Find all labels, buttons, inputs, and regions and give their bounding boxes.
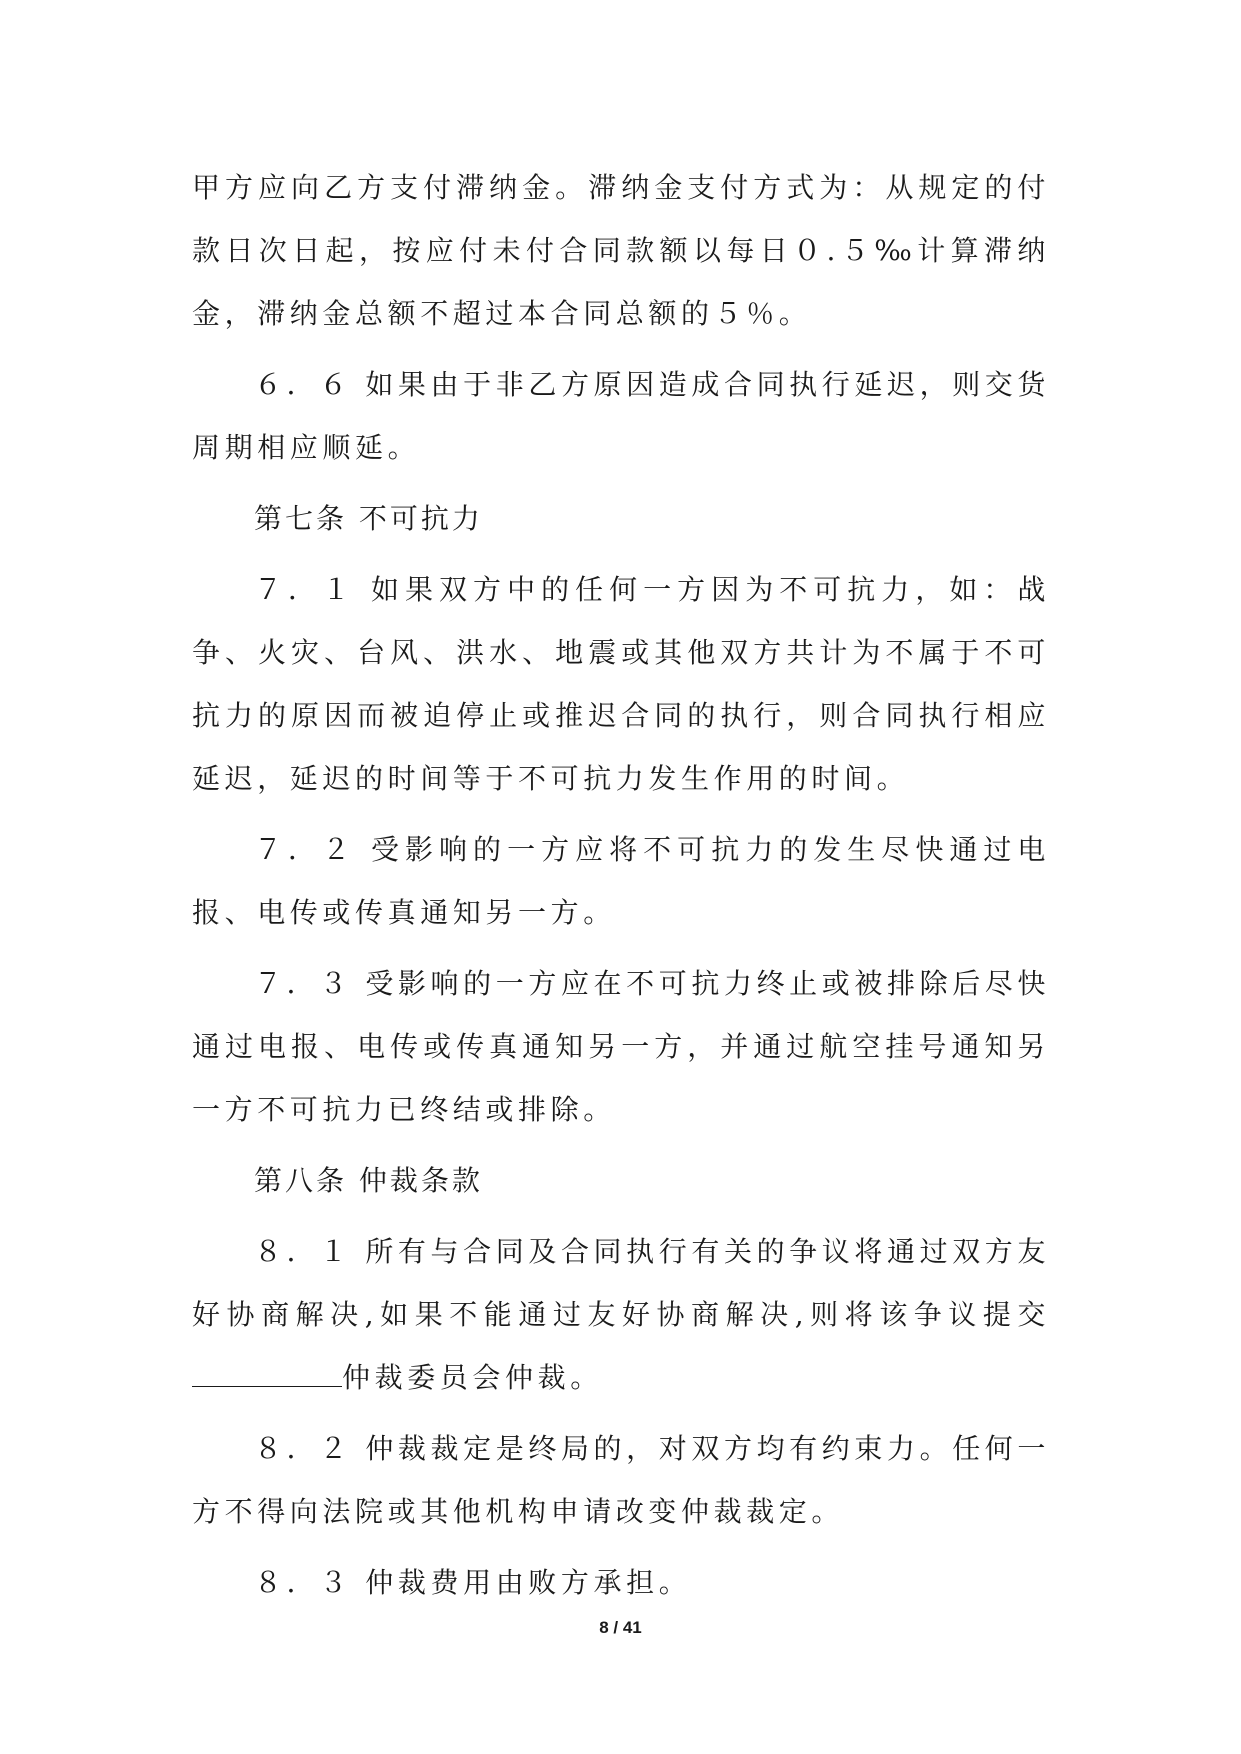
- article-8-heading: 第八条 仲裁条款: [254, 1164, 483, 1197]
- clause-7-1: ７．１ 如果双方中的任何一方因为不可抗力，如：战争、火灾、台风、洪水、地震或其他双方共计为不属于不可抗力的原因而被迫停止或推迟合同的执行，则合同执行相应延迟，延迟的时间等于不可抗力发生作用的时间。: [192, 573, 1050, 795]
- clause-8-3: ８．３ 仲裁费用由败方承担。: [254, 1566, 692, 1599]
- arbitration-commission-blank: [192, 1358, 342, 1387]
- page-number: 8 / 41: [599, 1618, 642, 1637]
- paragraph-late-fee: 甲方应向乙方支付滞纳金。滞纳金支付方式为：从规定的付款日次日起，按应付未付合同款额以每日０.５‰计算滞纳金，滞纳金总额不超过本合同总额的５％。: [192, 171, 1050, 330]
- article-7-heading: 第七条 不可抗力: [254, 502, 483, 535]
- document-body: [192, 156, 1050, 1622]
- clause-6-6: ６．６ 如果由于非乙方原因造成合同执行延迟，则交货周期相应顺延。: [192, 368, 1050, 464]
- clause-7-2: ７．２ 受影响的一方应将不可抗力的发生尽快通过电报、电传或传真通知另一方。: [192, 833, 1050, 929]
- clause-8-1-text-after: 仲裁委员会仲裁。: [342, 1361, 603, 1394]
- clause-8-1: [192, 1220, 1050, 1409]
- clause-8-2: ８．２ 仲裁裁定是终局的，对双方均有约束力。任何一方不得向法院或其他机构申请改变仲裁裁定。: [192, 1432, 1050, 1528]
- clause-7-3: ７．３ 受影响的一方应在不可抗力终止或被排除后尽快通过电报、电传或传真通知另一方，并通过航空挂号通知另一方不可抗力已终结或排除。: [192, 967, 1050, 1126]
- clause-8-1-text-before: ８．１ 所有与合同及合同执行有关的争议将通过双方友好协商解决,如果不能通过友好协商解决,则将该争议提交: [192, 1235, 1050, 1331]
